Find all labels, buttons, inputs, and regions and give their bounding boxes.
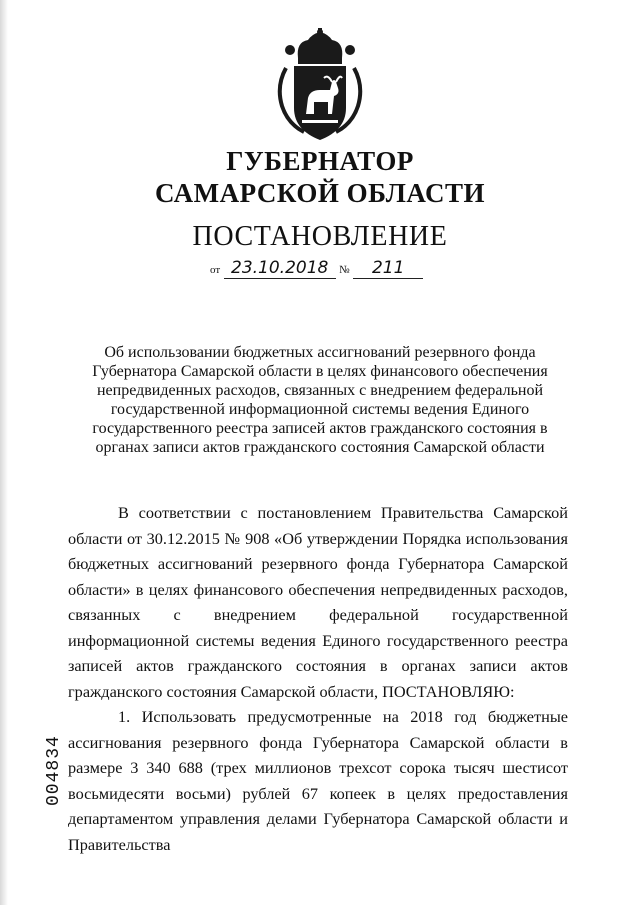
coat-of-arms-icon	[268, 28, 372, 146]
title-governor: ГУБЕРНАТОР	[226, 146, 414, 176]
registration-stamp: 004834	[44, 735, 64, 806]
title-region: САМАРСКОЙ ОБЛАСТИ	[154, 178, 486, 208]
number-label: №	[339, 264, 350, 276]
handwritten-date: 23.10.2018	[224, 258, 336, 279]
body-paragraph: 1. Использовать предусмотренные на 2018 год бюджетные ассигнования резервного фонда Губернатора Самарской области в размере 3 340 688 (трех миллионов трехсот сорока тысяч шестисот восьмидесяти восьми) рублей 67 копеек в целях предоставления департаментом управления делами Губернатора Самарской области и Правительства	[68, 707, 568, 854]
document-body	[68, 500, 568, 857]
body-paragraph: В соответствии с постановлением Правительства Самарской области от 30.12.2015 № 908 «Об утверждении Порядка использования бюджетных ассигнований резервного фонда Губернатора Самарской области» в целях финансового обеспечения непредвиденных расходов, связанных с внедрением федеральной государственной информационной системы ведения Единого государственного реестра записей актов гражданского состояния в органах записи актов гражданского состояния Самарской области, ПОСТАНОВЛЯЮ:	[68, 503, 568, 701]
date-from-label: от	[210, 264, 221, 276]
document-type: ПОСТАНОВЛЕНИЕ	[192, 221, 448, 252]
handwritten-number: 211	[353, 258, 423, 279]
date-number-line	[210, 258, 423, 279]
document-subject: Об использовании бюджетных ассигнований резервного фонда Губернатора Самарской области в целях финансового обеспечения непредвиденных расходов, связанных с внедрением федеральной государственной информационной системы ведения Единого государственного реестра записей актов гражданского состояния в органах записи актов гражданского состояния Самарской области	[92, 344, 548, 456]
scan-edge-shadow	[0, 0, 8, 905]
